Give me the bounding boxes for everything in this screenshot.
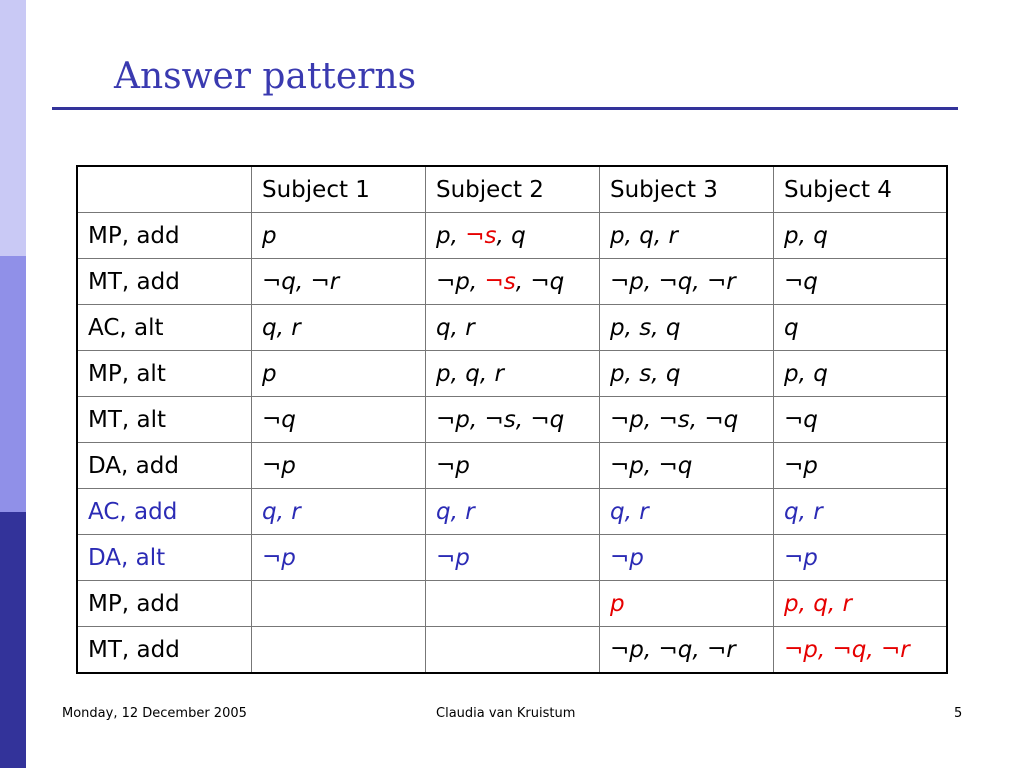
footer-author: Claudia van Kruistum: [436, 706, 576, 721]
decorative-sidebar: [0, 0, 26, 768]
footer-page-number: 5: [954, 706, 963, 721]
table-cell: ¬p, ¬q, ¬r: [600, 259, 774, 305]
row-label: MP, alt: [77, 351, 252, 397]
table-row: [77, 397, 947, 443]
table-cell: p, q, r: [774, 581, 948, 627]
cell-text-part: , q: [496, 222, 526, 249]
table-cell: p, q, r: [600, 213, 774, 259]
table-row: [77, 259, 947, 305]
table-cell: ¬p: [252, 443, 426, 489]
sidebar-segment-light: [0, 0, 26, 256]
table-cell: ¬p: [426, 535, 600, 581]
table-cell: q, r: [600, 489, 774, 535]
cell-text-part: ¬p,: [436, 268, 485, 295]
table-cell: q: [774, 305, 948, 351]
table-cell: p: [600, 581, 774, 627]
header-cell-subject-4: Subject 4: [774, 166, 948, 213]
table-cell: ¬p: [252, 535, 426, 581]
table-cell: [426, 581, 600, 627]
table-cell: [252, 581, 426, 627]
table-cell: ¬p, ¬s, ¬q: [426, 397, 600, 443]
table-row: [77, 443, 947, 489]
cell-text-part: , ¬q: [515, 268, 565, 295]
header-cell-subject-2: Subject 2: [426, 166, 600, 213]
sidebar-segment-medium: [0, 256, 26, 512]
table-cell: p, q: [774, 213, 948, 259]
table-cell: p, s, q: [600, 351, 774, 397]
table-cell: ¬q: [252, 397, 426, 443]
table-cell: q, r: [426, 305, 600, 351]
table-cell: p: [252, 213, 426, 259]
table-row: [77, 535, 947, 581]
table-row: [77, 581, 947, 627]
table-row: [77, 305, 947, 351]
slide-title: Answer patterns: [114, 56, 417, 97]
sidebar-segment-dark: [0, 512, 26, 768]
row-label: MT, alt: [77, 397, 252, 443]
table-cell: p, q, r: [426, 351, 600, 397]
header-cell-subject-3: Subject 3: [600, 166, 774, 213]
answer-patterns-table: [76, 165, 948, 674]
table-cell: [426, 627, 600, 674]
table-row: [77, 489, 947, 535]
table-cell: ¬p: [774, 535, 948, 581]
table-cell: [426, 259, 600, 305]
title-underline: [52, 107, 958, 110]
table-cell: q, r: [774, 489, 948, 535]
table-cell: ¬q: [774, 259, 948, 305]
table-cell: p, q: [774, 351, 948, 397]
highlighted-term: ¬s: [484, 268, 516, 295]
table-cell: [252, 627, 426, 674]
row-label: AC, alt: [77, 305, 252, 351]
row-label: AC, add: [77, 489, 252, 535]
table-cell: ¬q: [774, 397, 948, 443]
table-cell: ¬p, ¬q, ¬r: [774, 627, 948, 674]
table-cell: ¬p, ¬q: [600, 443, 774, 489]
table-cell: q, r: [252, 305, 426, 351]
header-cell-subject-1: Subject 1: [252, 166, 426, 213]
row-label: MP, add: [77, 213, 252, 259]
table-cell: [426, 213, 600, 259]
table-cell: p: [252, 351, 426, 397]
row-label: MT, add: [77, 627, 252, 674]
table-cell: ¬p: [426, 443, 600, 489]
highlighted-term: ¬s: [465, 222, 497, 249]
row-label: DA, alt: [77, 535, 252, 581]
table-cell: ¬p, ¬q, ¬r: [600, 627, 774, 674]
table-cell: p, s, q: [600, 305, 774, 351]
table-row: [77, 213, 947, 259]
table-row: [77, 351, 947, 397]
table-cell: q, r: [426, 489, 600, 535]
table-header-row: [77, 166, 947, 213]
table-row: [77, 627, 947, 674]
cell-text-part: p,: [436, 222, 466, 249]
header-cell-corner: [77, 166, 252, 213]
row-label: DA, add: [77, 443, 252, 489]
table-cell: ¬q, ¬r: [252, 259, 426, 305]
row-label: MP, add: [77, 581, 252, 627]
row-label: MT, add: [77, 259, 252, 305]
table-cell: ¬p: [600, 535, 774, 581]
table-cell: ¬p: [774, 443, 948, 489]
table-cell: q, r: [252, 489, 426, 535]
table-cell: ¬p, ¬s, ¬q: [600, 397, 774, 443]
footer-date: Monday, 12 December 2005: [62, 706, 247, 721]
